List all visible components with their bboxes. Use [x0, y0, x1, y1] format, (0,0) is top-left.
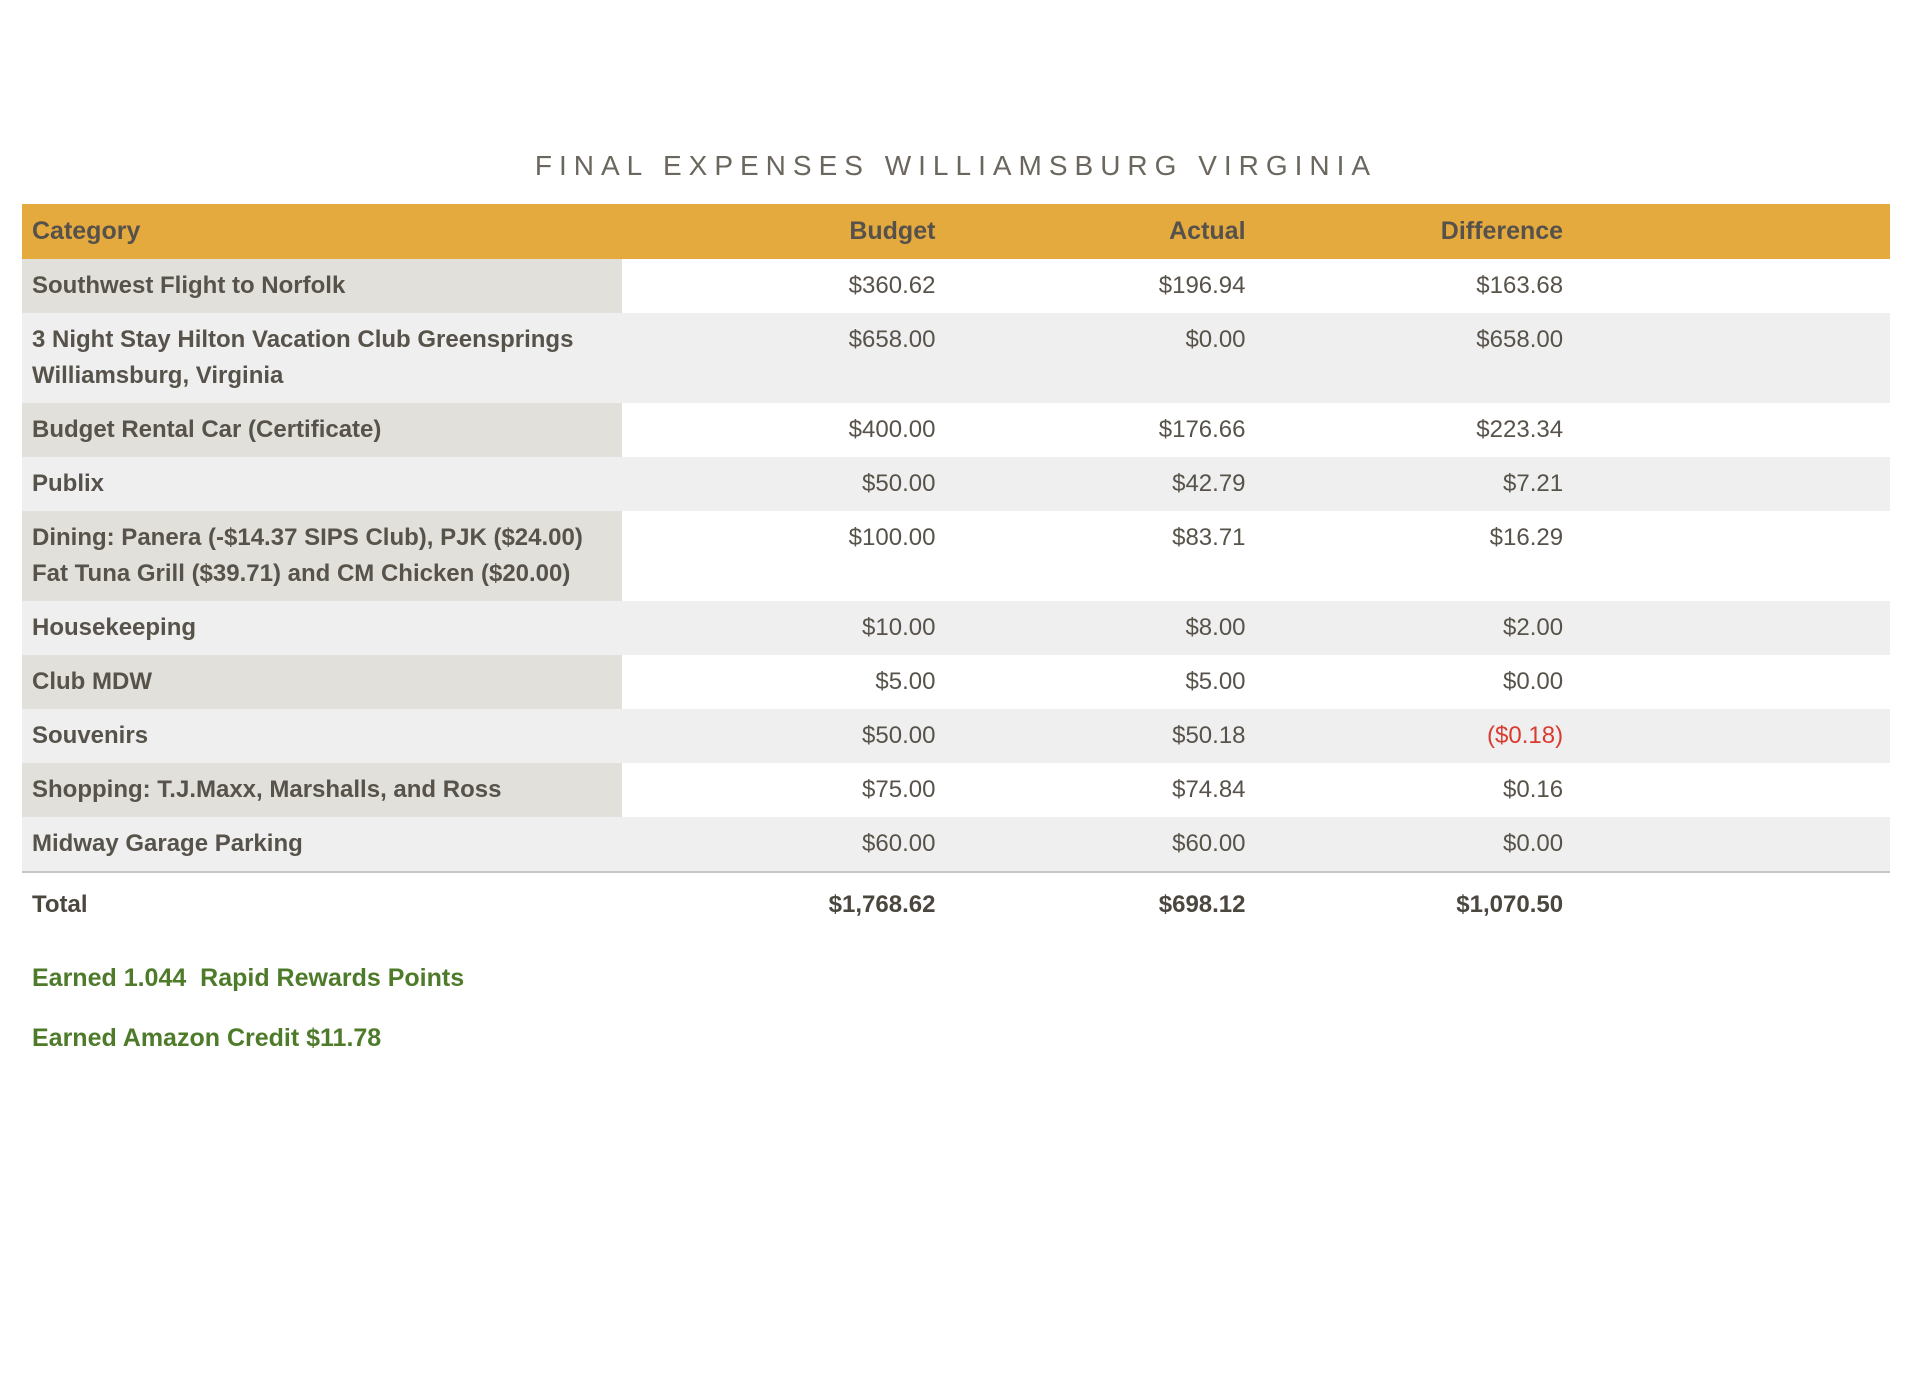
row-spacer [1563, 511, 1890, 601]
category-cell: 3 Night Stay Hilton Vacation Club Greensprings Williamsburg, Virginia [22, 313, 622, 403]
budget-cell: $5.00 [875, 668, 936, 695]
difference-cell: $16.29 [1489, 524, 1564, 551]
difference-cell: $0.00 [1503, 668, 1564, 695]
table-row [22, 259, 1890, 313]
difference-cell: $0.00 [1246, 817, 1564, 872]
difference-cell: $0.16 [1503, 776, 1564, 803]
budget-cell: $400.00 [848, 416, 936, 443]
expenses-table [22, 204, 1890, 937]
total-actual: $698.12 [935, 872, 1245, 937]
actual-cell: $60.00 [935, 817, 1245, 872]
difference-cell: $163.68 [1476, 272, 1564, 299]
row-spacer [1563, 403, 1890, 457]
table-row [22, 601, 1890, 655]
row-spacer [1563, 655, 1890, 709]
total-budget: $1,768.62 [622, 872, 936, 937]
category-cell: Housekeeping [22, 601, 622, 655]
row-spacer [1563, 259, 1890, 313]
table-row [22, 457, 1890, 511]
page-title: FINAL EXPENSES WILLIAMSBURG VIRGINIA [534, 150, 1378, 181]
column-header-category: Category [22, 204, 622, 259]
difference-cell: $658.00 [1246, 313, 1564, 403]
actual-cell: $74.84 [1172, 776, 1246, 803]
row-spacer [1563, 457, 1890, 511]
actual-cell: $83.71 [1172, 524, 1246, 551]
actual-cell: $50.18 [935, 709, 1245, 763]
row-spacer [1563, 601, 1890, 655]
row-spacer [1563, 313, 1890, 403]
category-cell: Dining: Panera (-$14.37 SIPS Club), PJK ($24.00) Fat Tuna Grill ($39.71) and CM Chicken ($20.00) [22, 511, 622, 601]
category-cell: Midway Garage Parking [22, 817, 622, 872]
table-row [22, 817, 1890, 872]
category-cell: Souvenirs [22, 709, 622, 763]
amazon-credit-note: Earned Amazon Credit $11.78 [32, 1024, 382, 1052]
row-spacer [1563, 763, 1890, 817]
budget-cell: $658.00 [622, 313, 936, 403]
actual-cell: $196.94 [1158, 272, 1246, 299]
page [0, 150, 1920, 1053]
difference-cell: $7.21 [1246, 457, 1564, 511]
table-row [22, 313, 1890, 403]
total-label: Total [22, 872, 622, 937]
column-header-difference: Difference [1246, 204, 1564, 259]
header-row [22, 204, 1890, 259]
total-difference: $1,070.50 [1246, 872, 1564, 937]
row-spacer [1563, 709, 1890, 763]
category-cell: Shopping: T.J.Maxx, Marshalls, and Ross [22, 763, 622, 817]
column-header-budget: Budget [622, 204, 936, 259]
difference-cell: $2.00 [1246, 601, 1564, 655]
table-row [22, 511, 1890, 601]
table-row [22, 709, 1890, 763]
budget-cell: $50.00 [622, 457, 936, 511]
row-spacer [1563, 817, 1890, 872]
actual-cell: $5.00 [1185, 668, 1246, 695]
column-header-actual: Actual [935, 204, 1245, 259]
budget-cell: $60.00 [622, 817, 936, 872]
budget-cell: $10.00 [622, 601, 936, 655]
rapid-rewards-note: Earned 1.044 Rapid Rewards Points [32, 964, 465, 992]
category-cell: Budget Rental Car (Certificate) [22, 403, 622, 457]
budget-cell: $100.00 [848, 524, 936, 551]
table-body [22, 259, 1890, 872]
budget-cell: $360.62 [848, 272, 936, 299]
category-cell: Southwest Flight to Norfolk [22, 259, 622, 313]
total-spacer [1563, 872, 1890, 937]
budget-cell: $50.00 [622, 709, 936, 763]
category-cell: Club MDW [22, 655, 622, 709]
category-cell: Publix [22, 457, 622, 511]
actual-cell: $176.66 [1158, 416, 1246, 443]
header-spacer [1563, 204, 1890, 259]
table-row [22, 403, 1890, 457]
budget-cell: $75.00 [862, 776, 936, 803]
difference-cell: ($0.18) [1246, 709, 1564, 763]
difference-cell: $223.34 [1476, 416, 1564, 443]
table-row [22, 655, 1890, 709]
actual-cell: $42.79 [935, 457, 1245, 511]
actual-cell: $0.00 [935, 313, 1245, 403]
total-row [22, 872, 1890, 937]
table-row [22, 763, 1890, 817]
actual-cell: $8.00 [935, 601, 1245, 655]
